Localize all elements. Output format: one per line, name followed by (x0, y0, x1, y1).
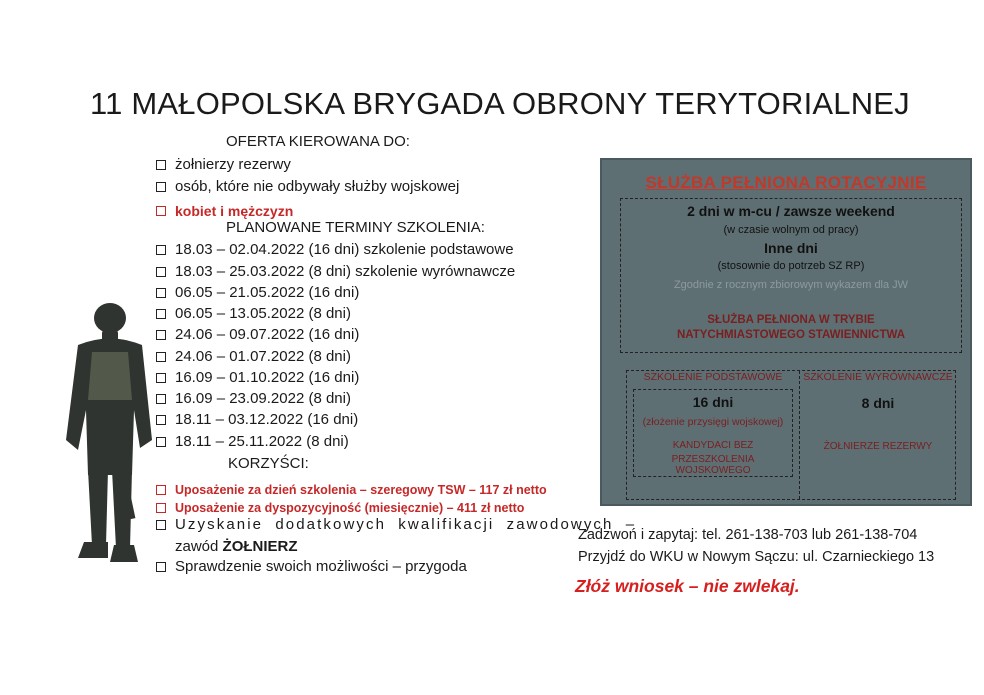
checkbox-icon (156, 352, 166, 362)
benefit-test-yourself: Sprawdzenie swoich możliwości – przygoda (156, 558, 467, 575)
soldier-profession: ŻOŁNIERZ (222, 538, 298, 555)
checkbox-icon (156, 309, 166, 319)
other-days: Inne dni (764, 240, 818, 256)
offer-heading: OFERTA KIEROWANA DO: (226, 133, 410, 150)
basic-training-column (627, 371, 800, 499)
benefits-heading: KORZYŚCI: (228, 455, 309, 472)
checkbox-icon (156, 485, 166, 495)
soldier-illustration (48, 290, 168, 580)
schedule-item: 06.05 – 21.05.2022 (16 dni) (156, 284, 359, 301)
benefit-pay-training: Uposażenie za dzień szkolenia – szeregowy TSW – 117 zł netto (156, 483, 547, 497)
offer-item: osób, które nie odbywały służby wojskowej (156, 178, 459, 195)
basic-note: (złożenie przysięgi wojskowej) (642, 416, 784, 428)
benefit-qualifications: Uzyskanie dodatkowych kwalifikacji zawodowych – (156, 516, 566, 533)
other-note: (stosownie do potrzeb SZ RP) (717, 260, 865, 272)
checkbox-icon (156, 394, 166, 404)
checkbox-icon (156, 267, 166, 277)
annual-schedule: Zgodnie z rocznym zbiorowym wykazem dla JW (673, 279, 909, 291)
basic-target-line2: PRZESZKOLENIA WOJSKOWEGO (671, 454, 755, 476)
schedule-heading: PLANOWANE TERMINY SZKOLENIA: (226, 219, 485, 236)
contact-address: Przyjdź do WKU w Nowym Sączu: ul. Czarnieckiego 13 (578, 549, 935, 565)
checkbox-icon (156, 562, 166, 572)
schedule-item: 18.03 – 25.03.2022 (8 dni) szkolenie wyrównawcze (156, 263, 515, 280)
page-title: 11 MAŁOPOLSKA BRYGADA OBRONY TERYTORIALNEJ (90, 86, 910, 121)
basic-inner-box (633, 389, 793, 477)
levelling-heading: SZKOLENIE WYRÓWNAWCZE (803, 371, 953, 383)
offer-item: żołnierzy rezerwy (156, 156, 291, 173)
checkbox-icon (156, 160, 166, 170)
benefit-pay-availability: Uposażenie za dyspozycyjność (miesięcznie) – 411 zł netto (156, 501, 524, 515)
schedule-item: 06.05 – 13.05.2022 (8 dni) (156, 305, 351, 322)
checkbox-icon (156, 437, 166, 447)
checkbox-icon (156, 503, 166, 513)
call-to-action: Złóż wniosek – nie zwlekaj. (575, 576, 800, 596)
checkbox-icon (156, 373, 166, 383)
checkbox-icon (156, 415, 166, 425)
basic-days: 16 dni (692, 394, 734, 410)
contact-phone: Zadzwoń i zapytaj: tel. 261-138-703 lub 261-138-704 (578, 527, 918, 543)
levelling-days: 8 dni (861, 395, 895, 411)
checkbox-icon (156, 182, 166, 192)
schedule-item: 24.06 – 01.07.2022 (8 dni) (156, 348, 351, 365)
offer-highlight: kobiet i mężczyzn (156, 203, 293, 219)
basic-heading: SZKOLENIE PODSTAWOWE (643, 371, 783, 383)
basic-target-line1: KANDYDACI BEZ (672, 440, 754, 451)
schedule-item: 18.11 – 25.11.2022 (8 dni) (156, 433, 349, 450)
readiness-line1: SŁUŻBA PEŁNIONA W TRYBIE (707, 314, 875, 326)
schedule-item: 16.09 – 01.10.2022 (16 dni) (156, 369, 359, 386)
checkbox-icon (156, 206, 166, 216)
benefit-qualifications-line2: zawód ŻOŁNIERZ (175, 538, 298, 555)
levelling-target: ŻOŁNIERZE REZERWY (823, 441, 933, 452)
schedule-item: 24.06 – 09.07.2022 (16 dni) (156, 326, 359, 343)
readiness-line2: NATYCHMIASTOWEGO STAWIENNICTWA (676, 329, 906, 341)
training-box (626, 370, 956, 500)
checkbox-icon (156, 288, 166, 298)
schedule-item: 18.03 – 02.04.2022 (16 dni) szkolenie podstawowe (156, 241, 514, 258)
schedule-item: 18.11 – 03.12.2022 (16 dni) (156, 411, 358, 428)
checkbox-icon (156, 330, 166, 340)
schedule-item: 16.09 – 23.09.2022 (8 dni) (156, 390, 351, 407)
rotation-days: 2 dni w m-cu / zawsze weekend (687, 203, 895, 219)
panel-title: SŁUŻBA PEŁNIONA ROTACYJNIE (645, 173, 927, 192)
levelling-training-column (799, 371, 957, 499)
checkbox-icon (156, 520, 166, 530)
checkbox-icon (156, 245, 166, 255)
service-panel (600, 158, 972, 506)
rotation-box (620, 198, 962, 353)
rotation-note: (w czasie wolnym od pracy) (723, 224, 859, 236)
